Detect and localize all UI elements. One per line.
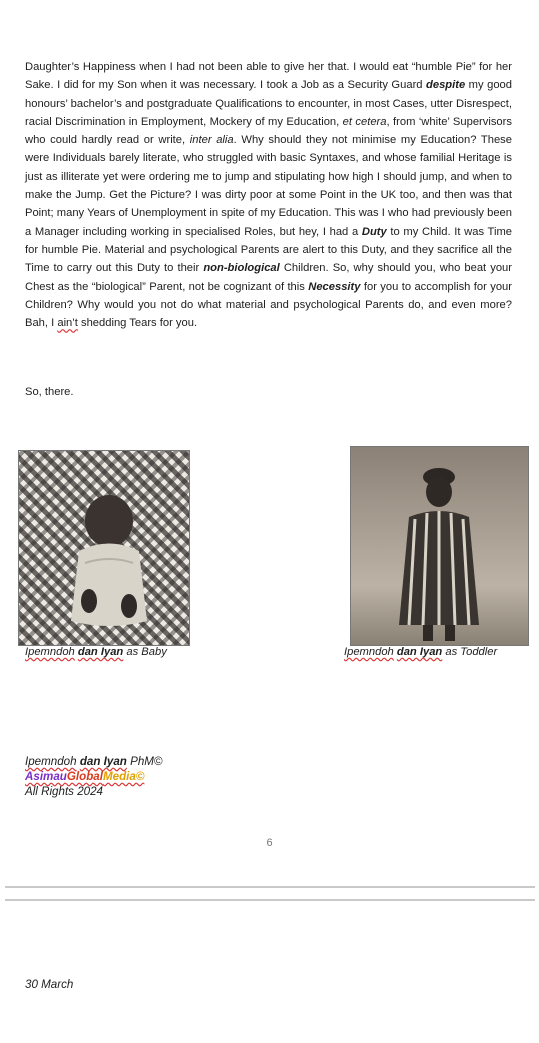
author-suffix: PhM© [126, 755, 163, 768]
emphasis-duty: Duty [361, 225, 387, 238]
author-name: Ipemndoh [25, 755, 77, 768]
brand-part: Media© [102, 770, 145, 783]
caption-name: dan Iyan [396, 646, 443, 658]
toddler-caption [344, 646, 497, 658]
text-run: shedding Tears for you. [77, 317, 198, 330]
baby-caption [25, 646, 167, 658]
page-number: 6 [266, 837, 273, 849]
text-run: to my Child. It was Time for humble Pie. Material and psychological Parents are alert to this Duty, and they sacrifice all the Time to carry out this Duty to their [25, 225, 513, 275]
emphasis-inter-alia: inter alia [189, 134, 234, 147]
author-signature [25, 754, 162, 799]
author-name: dan Iyan [79, 755, 127, 768]
text-run: , from ‘white’ Supervisors who could hardly read or write, [25, 115, 512, 147]
closing-line: So, there. [25, 386, 74, 398]
text-run: Children. So, why should you, who beat your Chest as the “biological” Parent, not be cognizant of this [25, 262, 513, 293]
baby-photo [18, 450, 190, 646]
text-run: my good honours’ bachelor’s and postgraduate Qualifications to encounter, in most Cases, utter Disrespect, racial Discrimination in Employment, Mockery of my Education, [25, 79, 512, 128]
caption-suffix: as Baby [123, 646, 167, 658]
toddler-figure [351, 447, 528, 645]
page-divider [5, 886, 535, 888]
page-divider [5, 899, 535, 901]
spellcheck-word: ain’t [57, 317, 78, 330]
caption-name: Ipemndoh [25, 646, 75, 658]
text-run: . Why should they not minimise my Education? These were Individuals barely literate, who struggled with basic Syntaxes, and whose familial Heritage is just as illiterate yet were ordering me to jump and stipulating how high I should jump, and when to make the Jump. Get the Picture? I was dirty poor at some Point in the UK too, and then was that Point; many Years of Unemployment in spite of my Education. This was I who had previously been a Manager including working in specialised Roles, but hey, I had a [25, 134, 512, 238]
caption-name: Ipemndoh [344, 646, 394, 658]
brand-part: Asimau [25, 770, 67, 783]
toddler-photo [350, 446, 529, 646]
text-run: for you to accomplish for your Children? Why would you not do what material and psychological Parents do, and even more? Bah, I [25, 280, 512, 330]
emphasis-necessity: Necessity [308, 280, 361, 293]
rights-line: All Rights 2024 [25, 785, 103, 798]
brand-part: Global [66, 770, 103, 783]
emphasis-et-cetera: et cetera [342, 115, 387, 128]
text-run: Daughter’s Happiness when I had not been able to give her that. I would eat “humble Pie” for her Sake. I did for my Son when it was necessary. I took a Job as a Security Guard [25, 61, 512, 92]
emphasis-non-biological: non-biological [203, 262, 280, 275]
footer-date: 30 March [25, 978, 74, 991]
caption-name: dan Iyan [77, 646, 124, 658]
emphasis-despite: despite [426, 79, 466, 92]
baby-figure [69, 481, 149, 631]
author-name-line [25, 754, 162, 769]
caption-suffix: as Toddler [442, 646, 498, 658]
body-paragraph [25, 58, 512, 332]
publisher-brand [25, 769, 162, 784]
